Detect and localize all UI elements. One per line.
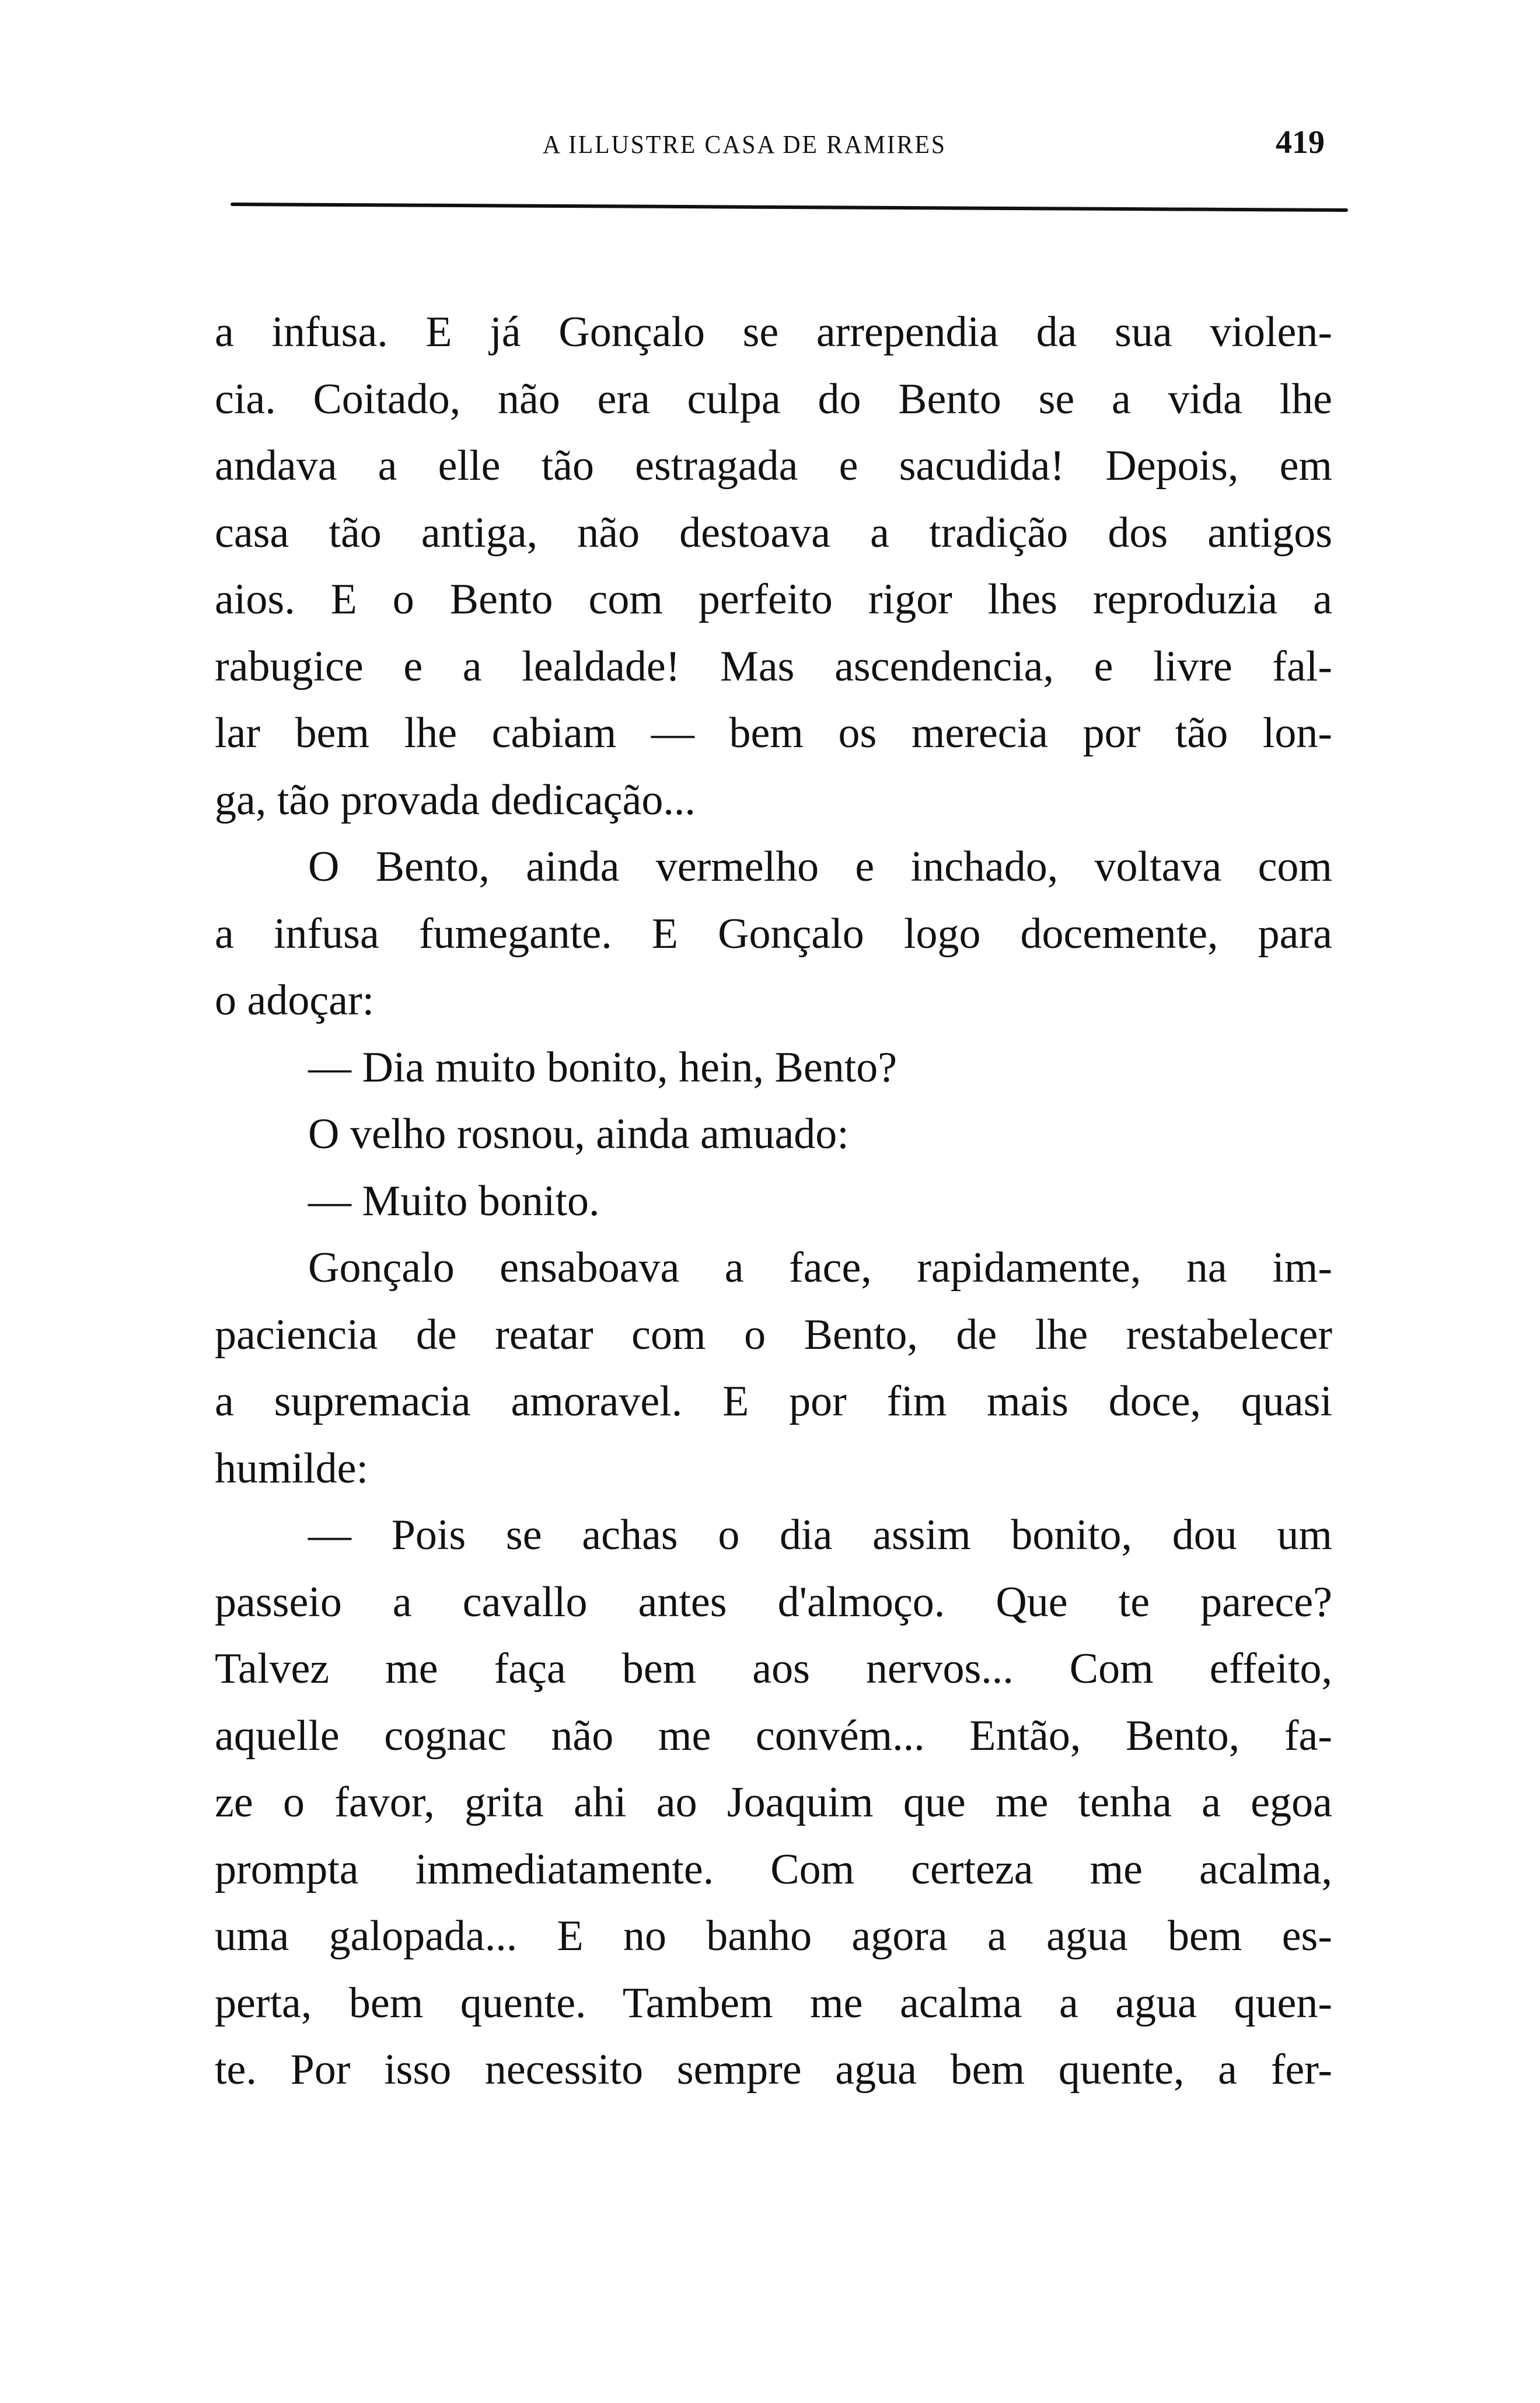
text-line: Gonçalo ensaboava a face, rapidamente, na im-	[308, 1244, 1332, 1292]
text-line: Talvez me faça bem aos nervos... Com effeito,	[215, 1645, 1332, 1693]
running-title: A ILLUSTRE CASA DE RAMIRES	[543, 130, 947, 159]
text-line: humilde:	[215, 1444, 369, 1492]
text-line: andava a elle tão estragada e sacudida! Depois, em	[215, 442, 1332, 490]
text-line: te. Por isso necessito sempre agua bem quente, a fer-	[215, 2046, 1332, 2094]
text-line: ze o favor, grita ahi ao Joaquim que me tenha a egoa	[215, 1778, 1332, 1826]
text-line: — Dia muito bonito, hein, Bento?	[308, 1043, 898, 1091]
text-line: aios. E o Bento com perfeito rigor lhes reproduzia a	[215, 576, 1332, 623]
text-line: o adoçar:	[215, 976, 375, 1024]
text-line: O Bento, ainda vermelho e inchado, voltava com	[308, 843, 1332, 891]
text-line: aquelle cognac não me convém... Então, Bento, fa-	[215, 1711, 1332, 1760]
page-number: 419	[1276, 124, 1325, 161]
body-text	[215, 299, 1332, 2104]
text-line: prompta immediatamente. Com certeza me acalma,	[215, 1845, 1332, 1893]
text-line: passeio a cavallo antes d'almoço. Que te parece?	[215, 1578, 1332, 1626]
text-line: cia. Coitado, não era culpa do Bento se a vida lhe	[215, 375, 1332, 423]
text-line: uma galopada... E no banho agora a agua bem es-	[215, 1912, 1332, 1960]
text-line: — Muito bonito.	[308, 1177, 600, 1225]
text-line: paciencia de reatar com o Bento, de lhe restabelecer	[215, 1310, 1332, 1359]
text-line: lar bem lhe cabiam — bem os merecia por tão lon-	[215, 709, 1332, 757]
text-line: — Pois se achas o dia assim bonito, dou um	[308, 1511, 1332, 1559]
text-line: ga, tão provada dedicação...	[215, 776, 696, 824]
header-rule	[231, 203, 1348, 212]
text-line: a supremacia amoravel. E por fim mais doce, quasi	[215, 1377, 1332, 1425]
text-line: O velho rosnou, ainda amuado:	[308, 1110, 849, 1158]
text-line: casa tão antiga, não destoava a tradição dos antigos	[215, 508, 1332, 557]
text-line: perta, bem quente. Tambem me acalma a agua quen-	[215, 1979, 1332, 2027]
text-line: a infusa. E já Gonçalo se arrependia da sua violen-	[215, 308, 1332, 356]
text-line: a infusa fumegante. E Gonçalo logo docemente, para	[215, 909, 1332, 958]
text-line: rabugice e a lealdade! Mas ascendencia, e livre fal-	[215, 642, 1332, 690]
